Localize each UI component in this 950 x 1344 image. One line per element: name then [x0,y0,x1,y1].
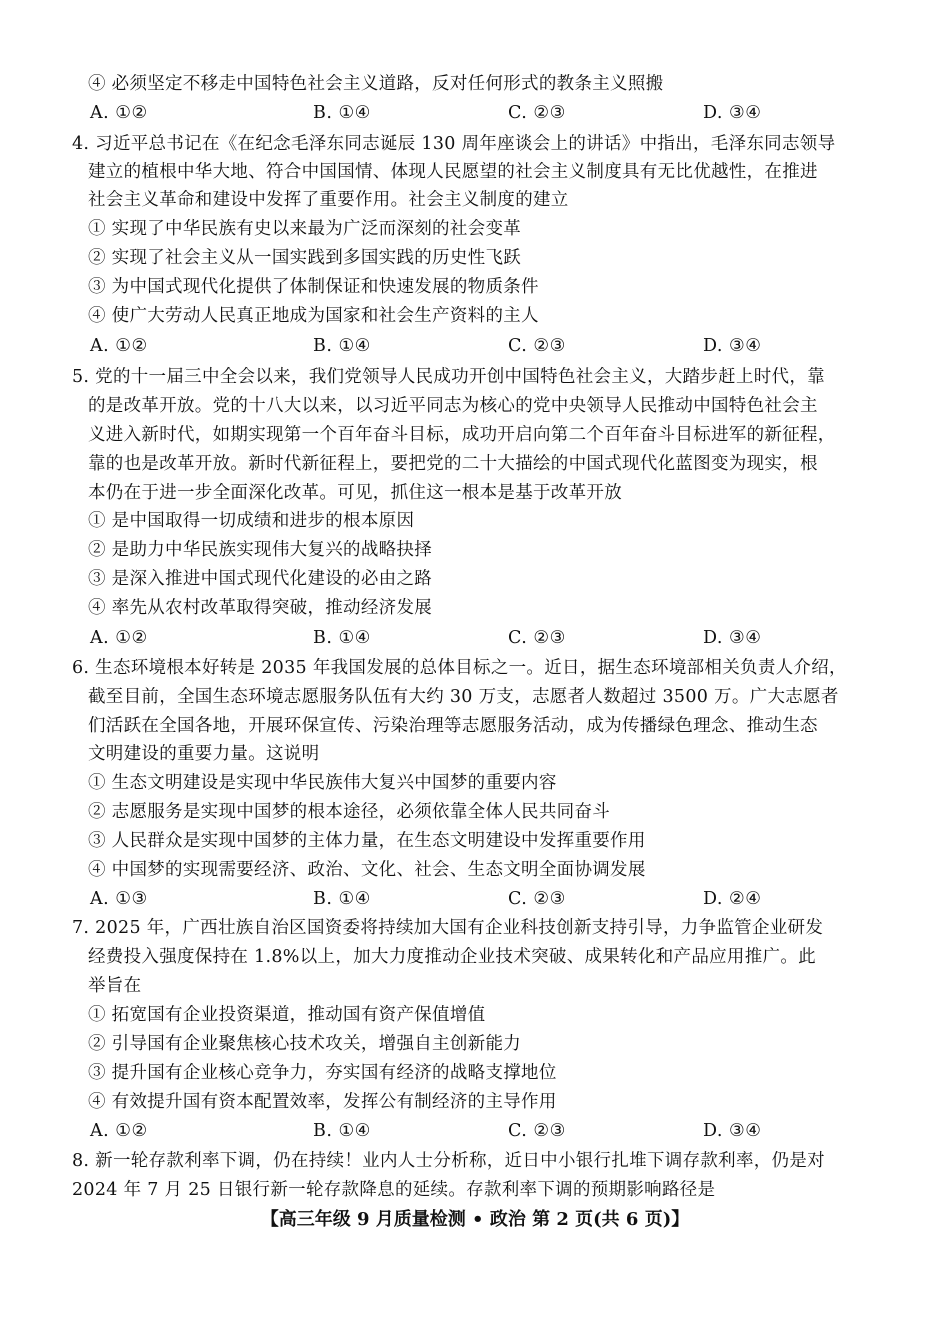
question-7-line: 经费投入强度保持在 1.8%以上，加大力度推动企业技术突破、成果转化和产品应用推广。此 [88,947,816,967]
option-text: ④ 率先从农村改革取得突破，推动经济发展 [88,598,433,618]
answer-choice-c: C. ②③ [508,628,566,648]
question-5-line: 靠的也是改革开放。新时代新征程上，要把党的二十大描绘的中国式现代化蓝图变为现实，根 [88,454,818,474]
question-6-line: 6. 生态环境根本好转是 2035 年我国发展的总体目标之一。近日，据生态环境部相关负责人介绍， [72,658,847,678]
answer-choice-c: C. ②③ [508,889,566,909]
question-5-line: 的是改革开放。党的十八大以来，以习近平同志为核心的党中央领导人民推动中国特色社会主 [88,396,818,416]
answer-choice-a: A. ①② [90,628,148,648]
answer-choice-c: C. ②③ [508,1121,566,1141]
question-6-line: 截至目前，全国生态环境志愿服务队伍有大约 30 万支，志愿者人数超过 3500 万。广大志愿者 [88,687,839,707]
answer-choice-c: C. ②③ [508,103,566,123]
answer-choice-a: A. ①② [90,103,148,123]
option-text: ③ 人民群众是实现中国梦的主体力量，在生态文明建设中发挥重要作用 [88,831,646,851]
answer-choice-b: B. ①④ [313,628,371,648]
answer-choice-d: D. ②④ [703,889,762,909]
answer-choice-c: C. ②③ [508,336,566,356]
option-text: ③ 为中国式现代化提供了体制保证和快速发展的物质条件 [88,277,539,297]
question-7-line: 举旨在 [88,976,142,996]
answer-choice-a: A. ①③ [90,889,148,909]
answer-choice-b: B. ①④ [313,336,371,356]
question-8-line: 2024 年 7 月 25 日银行新一轮存款降息的延续。存款利率下调的预期影响路径是 [72,1180,716,1200]
option-text: ④ 必须坚定不移走中国特色社会主义道路，反对任何形式的教条主义照搬 [88,74,664,94]
option-text: ① 生态文明建设是实现中华民族伟大复兴中国梦的重要内容 [88,773,557,793]
option-text: ③ 是深入推进中国式现代化建设的必由之路 [88,569,433,589]
question-4-line: 社会主义革命和建设中发挥了重要作用。社会主义制度的建立 [88,190,569,210]
option-text: ④ 有效提升国有资本配置效率，发挥公有制经济的主导作用 [88,1092,557,1112]
option-text: ④ 中国梦的实现需要经济、政治、文化、社会、生态文明全面协调发展 [88,860,646,880]
page-footer: 【高三年级 9 月质量检测 • 政治 第 2 页(共 6 页)】 [260,1209,690,1230]
question-8-line: 8. 新一轮存款利率下调，仍在持续！业内人士分析称，近日中小银行扎堆下调存款利率，仍是对 [72,1151,825,1171]
option-text: ② 是助力中华民族实现伟大复兴的战略抉择 [88,540,433,560]
option-text: ① 是中国取得一切成绩和进步的根本原因 [88,511,415,531]
question-6-line: 文明建设的重要力量。这说明 [88,744,320,764]
question-4-line: 4. 习近平总书记在《在纪念毛泽东同志诞辰 130 周年座谈会上的讲话》中指出，毛泽东同志领导 [72,134,836,154]
answer-choice-d: D. ③④ [703,336,762,356]
question-6-line: 们活跃在全国各地，开展环保宣传、污染治理等志愿服务活动，成为传播绿色理念、推动生态 [88,716,818,736]
question-7-line: 7. 2025 年，广西壮族自治区国资委将持续加大国有企业科技创新支持引导，力争监管企业研发 [72,918,824,938]
option-text: ② 实现了社会主义从一国实践到多国实践的历史性飞跃 [88,248,522,268]
answer-choice-a: A. ①② [90,1121,148,1141]
question-4-line: 建立的植根中华大地、符合中国国情、体现人民愿望的社会主义制度具有无比优越性，在推进 [88,162,818,182]
answer-choice-a: A. ①② [90,336,148,356]
option-text: ① 实现了中华民族有史以来最为广泛而深刻的社会变革 [88,219,522,239]
option-text: ④ 使广大劳动人民真正地成为国家和社会生产资料的主人 [88,306,539,326]
question-5-line: 5. 党的十一届三中全会以来，我们党领导人民成功开创中国特色社会主义，大踏步赶上时代，靠 [72,367,825,387]
answer-choice-b: B. ①④ [313,1121,371,1141]
answer-choice-b: B. ①④ [313,103,371,123]
option-text: ③ 提升国有企业核心竞争力，夯实国有经济的战略支撑地位 [88,1063,557,1083]
option-text: ② 志愿服务是实现中国梦的根本途径，必须依靠全体人民共同奋斗 [88,802,611,822]
option-text: ① 拓宽国有企业投资渠道，推动国有资产保值增值 [88,1005,486,1025]
answer-choice-d: D. ③④ [703,628,762,648]
question-5-line: 义进入新时代，如期实现第一个百年奋斗目标，成功开启向第二个百年奋斗目标进军的新征程， [88,425,836,445]
question-5-line: 本仍在于进一步全面深化改革。可见，抓住这一根本是基于改革开放 [88,483,622,503]
answer-choice-d: D. ③④ [703,103,762,123]
answer-choice-d: D. ③④ [703,1121,762,1141]
option-text: ② 引导国有企业聚焦核心技术攻关，增强自主创新能力 [88,1034,522,1054]
answer-choice-b: B. ①④ [313,889,371,909]
